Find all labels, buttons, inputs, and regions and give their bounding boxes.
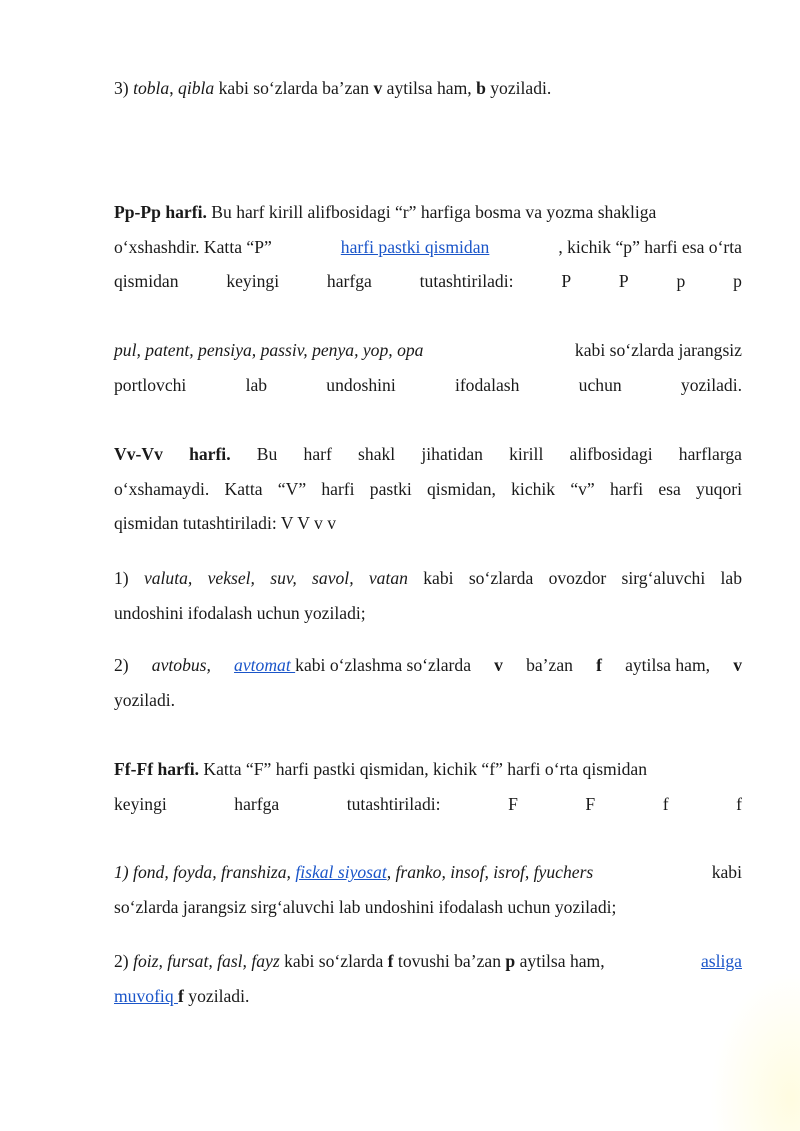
word: portlovchi (114, 374, 187, 395)
body-text: ba’zan (526, 655, 573, 675)
word: Bu (256, 444, 278, 464)
hyperlink-fiskal-siyosat[interactable]: fiskal siyosat (295, 862, 387, 882)
example-words: , franko, insof, isrof, fyuchers (386, 862, 594, 882)
section-heading: Pp-Pp harfi. (114, 202, 207, 222)
body-text: o‘xshashdir. Katta “P” (114, 236, 272, 257)
justified-line (114, 787, 742, 822)
list-number: 2) (114, 951, 129, 971)
letter-sample: p (676, 271, 686, 291)
separator: , (169, 78, 179, 98)
ff-section-paragraph (114, 752, 742, 821)
body-text: Bu harf kirill alifbosidagi “r” harfiga bosma va yozma shakliga (206, 202, 657, 222)
letter-sample: P (618, 271, 629, 291)
word: harf (303, 444, 332, 464)
word: yoziladi. (680, 374, 742, 395)
word: harfga (326, 271, 372, 291)
letter-sample: p (733, 271, 742, 291)
body-text: yoziladi. (114, 689, 176, 710)
justified-line (114, 855, 742, 890)
example-word: avtobus, (151, 655, 211, 675)
word: undoshini (326, 374, 396, 395)
letter-sample: f (736, 793, 742, 814)
section-heading: Vv-Vv (114, 444, 163, 464)
body-text: so‘zlarda jarangsiz sirg‘aluvchi lab undoshini ifodalash uchun yoziladi; (114, 896, 617, 917)
bold-letter: v (494, 655, 503, 675)
justified-line (114, 648, 742, 683)
body-text: kabi so‘zlarda (279, 951, 388, 971)
example-words: 1) fond, foyda, franshiza, (114, 862, 291, 882)
vv-rule-2-paragraph (114, 648, 742, 717)
example-words: foiz, fursat, fasl, fayz (133, 951, 280, 971)
section-heading: harfi. (189, 444, 231, 464)
word: keyingi (114, 793, 167, 814)
word: shakl (358, 444, 396, 464)
justified-line (114, 230, 742, 265)
ff-rule-2-paragraph (114, 944, 742, 1013)
bold-letter: v (373, 78, 383, 98)
body-text: kabi (711, 862, 742, 882)
word: uchun (578, 374, 622, 395)
word: ifodalash (454, 374, 520, 395)
example-words: pul, patent, pensiya, passiv, penya, yop, opa (114, 340, 424, 360)
list-number: 1) (114, 568, 144, 588)
pp-examples-paragraph (114, 333, 742, 402)
hyperlink-muvofiq[interactable]: muvofiq (114, 985, 179, 1006)
body-text: tovushi ba’zan (393, 951, 506, 971)
word: lab (245, 374, 268, 395)
body-text: , kichik “p” harfi esa o‘rta (558, 236, 742, 257)
bold-letter: f (596, 655, 602, 675)
body-text: Katta “F” harfi pastki qismidan, kichik “f” harfi o‘rta qismidan (199, 759, 648, 779)
section-heading: Ff-Ff harfi. (114, 759, 200, 779)
justified-line (114, 264, 742, 299)
body-text: kabi so‘zlarda ba’zan (214, 78, 374, 98)
body-text: yoziladi. (485, 78, 552, 98)
word: harfga (234, 793, 280, 814)
justified-line (114, 437, 742, 472)
word: keyingi (226, 271, 280, 291)
rule-b-paragraph (114, 71, 742, 106)
body-text: kabi so‘zlarda jarangsiz (574, 340, 742, 360)
hyperlink-avtomat[interactable]: avtomat (234, 655, 296, 675)
word: qismidan (114, 271, 179, 291)
body-text: yoziladi. (183, 985, 250, 1006)
hyperlink-harfi-pastki-qismidan[interactable]: harfi pastki qismidan (340, 236, 490, 257)
body-text: qismidan tutashtiriladi: V V v v (114, 513, 337, 533)
justified-line (114, 333, 742, 368)
ff-rule-1-paragraph (114, 855, 742, 924)
body-text: kabi so‘zlarda ovozdor sirg‘aluvchi lab (407, 568, 742, 588)
word: jihatidan (421, 444, 483, 464)
justified-line (114, 368, 742, 403)
vv-section-paragraph (114, 437, 742, 541)
body-text: aytilsa ham, (382, 78, 477, 98)
vv-rule-1-paragraph (114, 561, 742, 630)
hyperlink-asliga[interactable]: asliga (700, 951, 742, 971)
example-word: tobla (133, 78, 170, 98)
bold-letter: f (178, 985, 184, 1006)
corner-highlight (710, 971, 800, 1131)
word: tutashtiriladi: (419, 271, 514, 291)
body-text: aytilsa ham, (625, 655, 711, 675)
letter-sample: P (561, 271, 572, 291)
letter-sample: F (585, 793, 596, 814)
example-words: valuta, veksel, suv, savol, vatan (143, 568, 408, 588)
bold-letter: f (387, 951, 394, 971)
body-text: aytilsa ham, (515, 951, 610, 971)
body-text: kabi o‘zlashma so‘zlarda (295, 655, 472, 675)
bold-letter: p (505, 951, 516, 971)
body-text: o‘xshamaydi. Katta “V” harfi pastki qismidan, kichik “v” harfi esa yuqori (114, 478, 742, 499)
bold-letter: b (476, 78, 486, 98)
body-text: undoshini ifodalash uchun yoziladi; (114, 602, 366, 623)
letter-sample: F (508, 793, 518, 814)
justified-line (114, 944, 742, 979)
list-number: 2) (114, 655, 129, 675)
pp-section-paragraph (114, 195, 742, 299)
list-number: 3) (114, 78, 134, 98)
bold-letter: v (733, 655, 742, 675)
word: kirill (509, 444, 544, 464)
word: tutashtiriladi: (346, 793, 441, 814)
word: alifbosidagi (569, 444, 653, 464)
letter-sample: f (662, 793, 669, 814)
word: harflarga (678, 444, 742, 464)
example-word: qibla (178, 78, 215, 98)
